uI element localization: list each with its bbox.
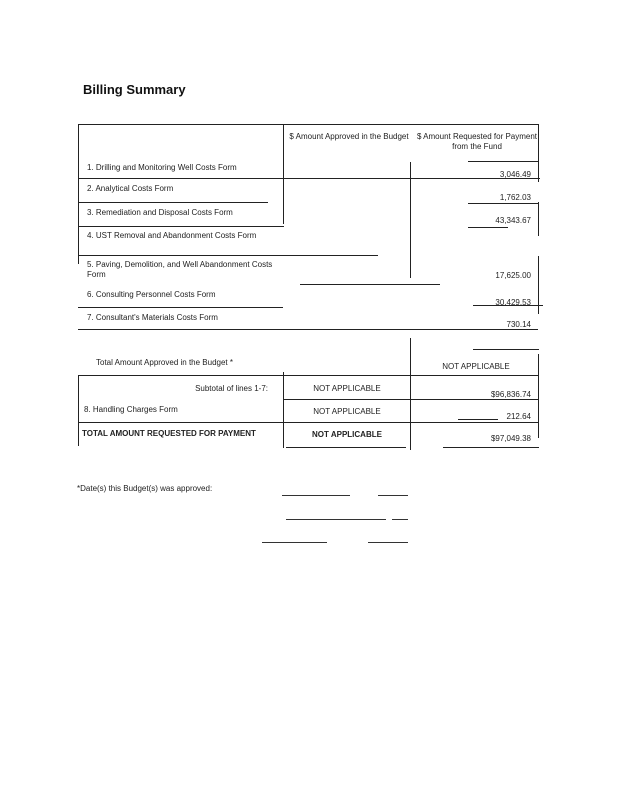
subtotal-label: Subtotal of lines 1-7: xyxy=(195,384,268,393)
total-approved-requested: NOT APPLICABLE xyxy=(442,362,510,371)
row-label: 3. Remediation and Disposal Costs Form xyxy=(87,208,233,217)
total-requested-approved: NOT APPLICABLE xyxy=(312,430,382,439)
header-requested: $ Amount Requested for Payment from the Fund xyxy=(416,132,538,151)
date-line xyxy=(262,542,327,543)
header-approved: $ Amount Approved in the Budget xyxy=(289,132,409,141)
row-requested: 3,046.49 xyxy=(499,170,531,179)
subtotal-approved: NOT APPLICABLE xyxy=(313,384,381,393)
billing-summary-table xyxy=(78,122,539,449)
row-requested: 1,762.03 xyxy=(499,193,531,202)
total-requested-label: TOTAL AMOUNT REQUESTED FOR PAYMENT xyxy=(82,429,256,438)
row-label: 4. UST Removal and Abandonment Costs Form xyxy=(87,231,257,240)
total-approved-label: Total Amount Approved in the Budget * xyxy=(96,358,233,367)
handling-label: 8. Handling Charges Form xyxy=(84,405,178,414)
row-requested: 17,625.00 xyxy=(495,271,531,280)
row-requested: 30,429.53 xyxy=(495,298,531,307)
date-line xyxy=(282,495,350,496)
date-line xyxy=(378,495,408,496)
row-requested: 43,343.67 xyxy=(495,216,531,225)
date-line xyxy=(368,542,408,543)
handling-requested: 212.64 xyxy=(506,412,531,421)
subtotal-requested: $96,836.74 xyxy=(490,390,531,399)
row-requested: 730.14 xyxy=(506,320,531,329)
row-label: 1. Drilling and Monitoring Well Costs Form xyxy=(87,163,237,172)
row-label: 5. Paving, Demolition, and Well Abandonment Costs Form xyxy=(87,260,273,279)
total-requested-amount: $97,049.38 xyxy=(490,434,531,443)
page-title: Billing Summary xyxy=(83,82,186,97)
row-label: 6. Consulting Personnel Costs Form xyxy=(87,290,216,299)
approval-date-footnote: *Date(s) this Budget(s) was approved: xyxy=(77,484,213,493)
row-label: 7. Consultant's Materials Costs Form xyxy=(87,313,218,322)
date-line xyxy=(392,519,408,520)
date-line xyxy=(286,519,386,520)
row-label: 2. Analytical Costs Form xyxy=(87,184,174,193)
handling-approved: NOT APPLICABLE xyxy=(313,407,381,416)
